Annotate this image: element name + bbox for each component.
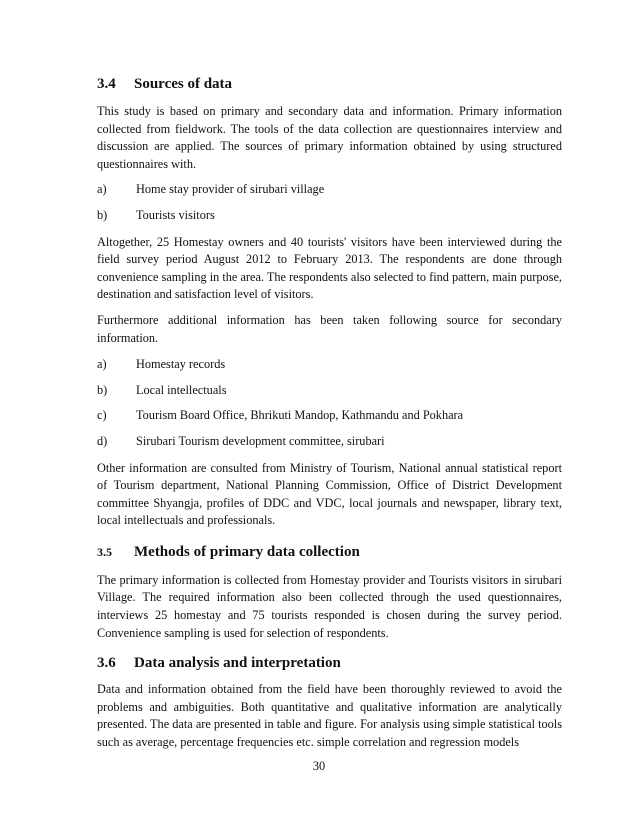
list-marker: c) (97, 408, 107, 423)
section-title: Methods of primary data collection (134, 543, 360, 560)
section-heading-3-4 (97, 74, 562, 94)
list-marker: a) (97, 357, 107, 372)
section-number: 3.6 (97, 655, 116, 672)
list-text: Home stay provider of sirubari village (136, 182, 325, 197)
list-marker: b) (97, 382, 108, 397)
other-sources-paragraph: Other information are consulted from Ministry of Tourism, National annual statistical report of Tourism department, National Planning Commission, Office of District Development committee Shyangja, profiles of DDC and VDC, local journals and newspaper, library text, local intellectuals and professionals. (97, 460, 562, 528)
page-number: 30 (312, 759, 326, 773)
methods-paragraph: The primary information is collected from Homestay provider and Tourists visitors in sirubari Village. The required information also been collected through the used questionnaires, interviews 25 homestay and 75 tourists responded is chosen during the survey period. Convenience sampling is used for selection of respondents. (97, 572, 562, 640)
list-item (97, 356, 562, 374)
section-number: 3.4 (97, 76, 116, 92)
list-marker: a) (97, 182, 107, 197)
list-item (97, 181, 562, 199)
list-item (97, 207, 562, 225)
secondary-intro-paragraph: Furthermore additional information has been taken following source for secondary information. (97, 312, 562, 345)
section-title: Sources of data (134, 76, 233, 92)
list-text: Sirubari Tourism development committee, sirubari (136, 433, 385, 448)
list-marker: d) (97, 433, 108, 448)
list-item (97, 433, 562, 451)
analysis-paragraph: Data and information obtained from the field have been thoroughly reviewed to avoid the problems and ambiguities. Both quantitative and qualitative information are analytically presented. The data are presented in table and figure. For analysis using simple statistical tools such as average, percentage frequencies etc. simple correlation and regression models (97, 682, 562, 750)
page-content (97, 74, 562, 752)
list-text: Tourism Board Office, Bhrikuti Mandop, Kathmandu and Pokhara (136, 408, 464, 423)
section-number: 3.5 (97, 544, 112, 559)
section-heading-3-6 (97, 653, 562, 673)
list-text: Tourists visitors (136, 207, 215, 222)
survey-paragraph: Altogether, 25 Homestay owners and 40 tourists' visitors have been interviewed during the field survey period August 2012 to February 2013. The respondents are done through convenience sampling in the area. The respondents also selected to find pattern, main purpose, destination and satisfaction level of visitors. (97, 234, 562, 302)
section-heading-3-5 (97, 542, 562, 562)
list-item (97, 407, 562, 425)
list-text: Local intellectuals (136, 382, 227, 397)
list-marker: b) (97, 207, 108, 222)
list-item (97, 382, 562, 400)
section-title: Data analysis and interpretation (134, 655, 341, 672)
sources-intro-paragraph: This study is based on primary and secondary data and information. Primary information collected from fieldwork. The tools of the data collection are questionnaires interview and discussion are applied. The sources of primary information obtained by using structured questionnaires with. (97, 104, 562, 171)
list-text: Homestay records (136, 357, 226, 372)
